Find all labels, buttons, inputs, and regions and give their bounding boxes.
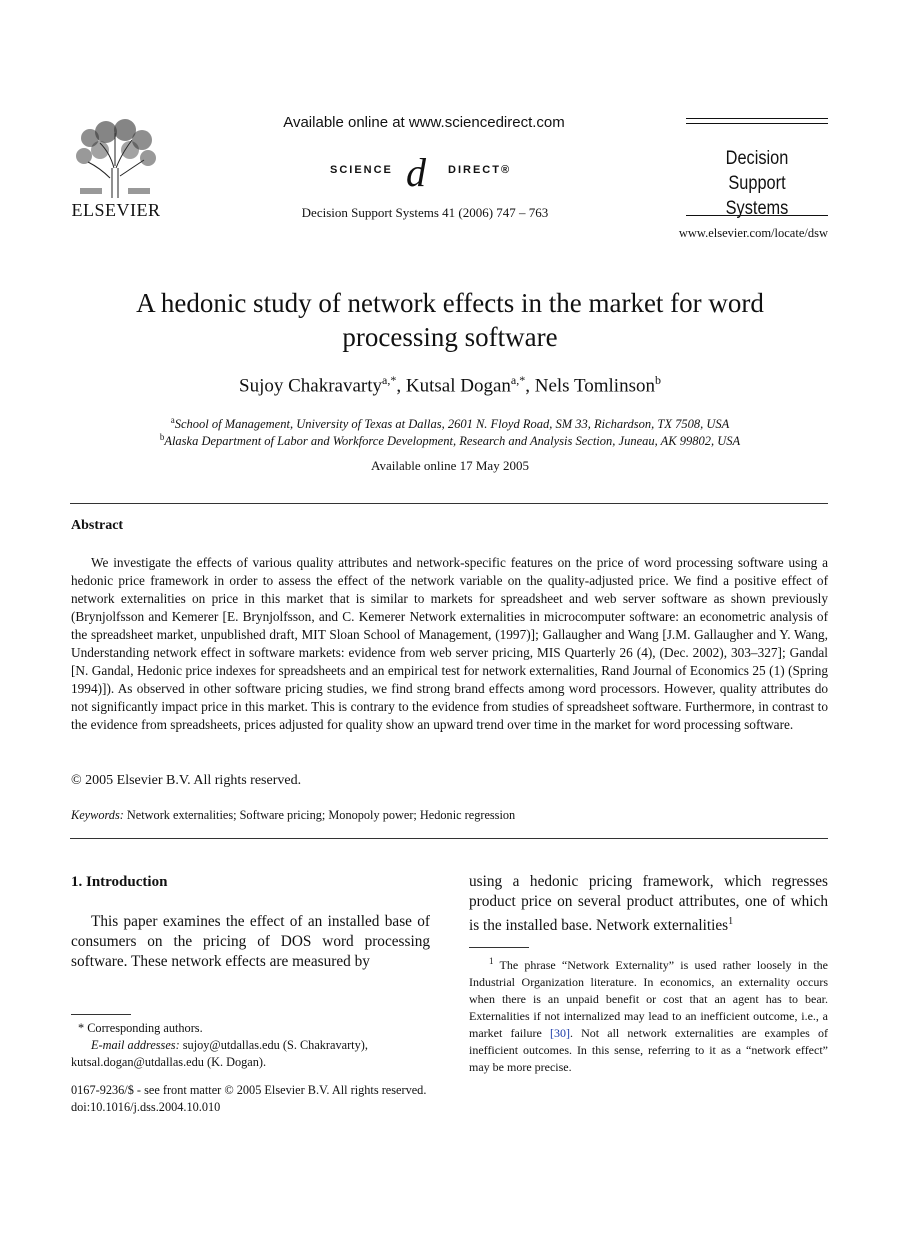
affiliation-text: School of Management, University of Texas at Dallas, 2601 N. Floyd Road, SM 33, Richardson, TX 7508, USA	[174, 417, 730, 432]
footnote-marker[interactable]: 1	[728, 916, 734, 927]
sciencedirect-at-icon: d	[406, 150, 426, 195]
available-online-text[interactable]: Available online at www.sciencedirect.com	[283, 114, 565, 131]
intro-right-text	[469, 872, 828, 936]
footnote-divider	[469, 947, 529, 948]
title-line1: A hedonic study of network effects in the market for word	[136, 288, 764, 318]
journal-logo	[686, 118, 828, 218]
abstract-body: We investigate the effects of various quality attributes and network-specific features on the price of word processing software using a hedonic price framework in order to assess the effect of the network variable on the quality-adjusted price. We find a positive effect of network externalities on price in this market that is similar to markets for spreadsheet and web server software as shown previously (Brynjolfsson and Kemerer [E. Brynjolfsson, and C. Kemerer Network externalities in microcomputer software: an econometric analysis of the spreadsheet market, unpublished draft, MIT Sloan School of Management, (1997)]; Gallaugher and Wang [J.M. Gallaugher and Y. Wang, Understanding network effect in software markets: evidence from web server pricing, MIS Quarterly 26 (4), (Dec. 2002), 303–327]; Gandal [N. Gandal, Hedonic price indexes for spreadsheets and an empirical test for network externalities, Rand Journal of Economics 25 (1) (Spring 1994)]). As observed in other software pricing studies, we find strong brand effects among word processors. However, quality attributes do not significantly impact price in this market. This is contrary to the evidence from studies of spreadsheet software. Furthermore, in contrast to the evidence from spreadsheets, prices adjusted for quality show an upward trend over time in the market for word processing software.	[71, 555, 828, 732]
title-line2: processing software	[342, 322, 558, 352]
abstract-heading: Abstract	[71, 518, 124, 533]
elsevier-tree-logo	[70, 118, 160, 200]
sciencedirect-logo	[330, 150, 520, 195]
copyright: © 2005 Elsevier B.V. All rights reserved.	[71, 773, 302, 788]
affiliation-a	[60, 415, 840, 432]
journal-rule-top2	[686, 123, 828, 124]
intro-left-text: This paper examines the effect of an installed base of consumers on the pricing of DOS word processing software. These network effects are measured by	[71, 913, 430, 970]
author-name: Kutsal Dogan	[405, 375, 511, 397]
available-date: Available online 17 May 2005	[371, 458, 529, 473]
keywords	[71, 808, 828, 823]
keywords-label: Keywords:	[71, 808, 124, 822]
footnote-sup: 1	[489, 956, 494, 966]
affiliation-text: Alaska Department of Labor and Workforce Development, Research and Analysis Section, Juneau, AK 99802, USA	[164, 434, 741, 449]
footnote-text-1: The phrase “Network Externality” is used rather loosely in the Industrial Organization literature. In economics, an externality occurs when there is an unpaid benefit or cost that an agent has to bear. Externalities if not internalized may lead to an inefficient outcome, i.e., a market failure	[469, 958, 828, 1040]
section-heading: 1. Introduction	[71, 874, 168, 890]
affiliation-sup: b	[159, 432, 165, 442]
affiliation-sup: a	[170, 415, 175, 425]
sciencedirect-right: DIRECT®	[448, 164, 512, 176]
journal-citation: Decision Support Systems 41 (2006) 747 – 763	[301, 205, 549, 220]
footnote-text-2: . Not all network externalities are examples of inefficient outcomes. In this sense, referring to it as a “network effect” may be more precise.	[469, 1026, 828, 1074]
sciencedirect-left: SCIENCE	[330, 164, 393, 176]
email-2[interactable]: kutsal.dogan@utdallas.edu (K. Dogan).	[71, 1055, 267, 1069]
author-sup: a,*	[510, 373, 526, 387]
author-name: Nels Tomlinson	[534, 375, 655, 397]
issn-line: 0167-9236/$ - see front matter © 2005 Elsevier B.V. All rights reserved.	[71, 1083, 427, 1097]
journal-rule-bottom	[686, 215, 828, 216]
keywords-list: Network externalities; Software pricing; Monopoly power; Hedonic regression	[126, 808, 516, 822]
journal-url[interactable]: www.elsevier.com/locate/dsw	[678, 226, 828, 240]
divider	[70, 503, 828, 504]
reference-link[interactable]: [30]	[549, 1026, 570, 1040]
divider	[70, 838, 828, 839]
author-sup: b	[654, 373, 661, 387]
footnote-divider	[71, 1014, 131, 1015]
corresponding-authors	[71, 1020, 431, 1071]
journal-name-line1: Decision Support	[725, 148, 789, 194]
journal-name	[696, 146, 818, 221]
email-label: E-mail addresses:	[91, 1038, 180, 1052]
author-list: Sujoy Chakravarty$^{a,*}$, Kutsal Dogan$^{a,*}$, Nels Tomlinson$^b$	[239, 373, 661, 397]
front-matter	[71, 1082, 491, 1116]
footnote-1	[469, 953, 828, 1076]
author-sup: a,*	[382, 373, 397, 387]
article-title	[90, 286, 810, 354]
affiliation-b	[60, 432, 840, 449]
author-name: Sujoy Chakravarty	[239, 375, 383, 397]
corresponding-label: * Corresponding authors.	[78, 1021, 203, 1035]
email-1[interactable]: sujoy@utdallas.edu (S. Chakravarty),	[182, 1038, 368, 1052]
publisher-name: ELSEVIER	[71, 200, 161, 220]
journal-rule-top	[686, 118, 828, 119]
intro-right-body: using a hedonic pricing framework, which regresses product price on several product attributes, one of which is the installed base. Network externalities	[469, 873, 828, 935]
doi-line[interactable]: doi:10.1016/j.dss.2004.10.010	[71, 1100, 221, 1114]
journal-name-line2: Systems	[725, 198, 789, 219]
